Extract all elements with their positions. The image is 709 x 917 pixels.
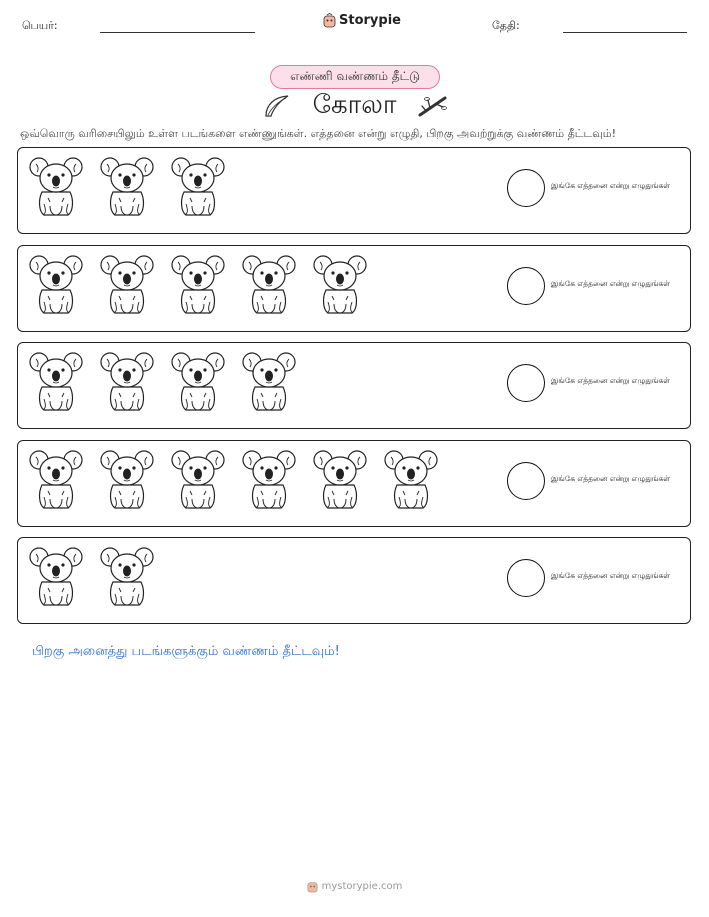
answer-circle[interactable]	[507, 462, 545, 500]
date-label: தேதி:	[492, 19, 520, 32]
koala-icon	[28, 447, 84, 511]
counting-row	[17, 440, 691, 527]
storypie-logo-icon	[323, 13, 336, 28]
koala-icon	[99, 349, 155, 413]
footer-note: பிறகு அனைத்து படங்களுக்கும் வண்ணம் தீட்டவும்!	[32, 644, 340, 659]
koala-group	[28, 447, 439, 511]
answer-circle[interactable]	[507, 267, 545, 305]
koala-icon	[28, 154, 84, 218]
answer-circle[interactable]	[507, 559, 545, 597]
koala-icon	[99, 544, 155, 608]
koala-icon	[241, 447, 297, 511]
activity-badge: எண்ணி வண்ணம் தீட்டு	[270, 65, 440, 89]
counting-row	[17, 342, 691, 429]
answer-hint: இங்கே எத்தனை என்று எழுதுங்கள்	[551, 376, 671, 385]
koala-icon	[170, 252, 226, 316]
answer-circle[interactable]	[507, 169, 545, 207]
page-title: கோலா	[312, 90, 397, 120]
site-url[interactable]: mystorypie.com	[321, 881, 403, 892]
koala-icon	[99, 154, 155, 218]
koala-group	[28, 544, 155, 608]
koala-icon	[99, 252, 155, 316]
koala-icon	[170, 447, 226, 511]
counting-row	[17, 537, 691, 624]
koala-icon	[383, 447, 439, 511]
answer-circle[interactable]	[507, 364, 545, 402]
koala-group	[28, 252, 368, 316]
name-line[interactable]	[100, 32, 255, 33]
answer-hint: இங்கே எத்தனை என்று எழுதுங்கள்	[551, 474, 671, 483]
koala-icon	[28, 252, 84, 316]
counting-row	[17, 245, 691, 332]
koala-icon	[99, 447, 155, 511]
koala-icon	[241, 252, 297, 316]
koala-icon	[312, 252, 368, 316]
branch-icon	[418, 94, 448, 118]
storypie-logo-icon	[307, 880, 318, 893]
date-line[interactable]	[563, 32, 687, 33]
site-footer	[0, 880, 709, 893]
koala-icon	[241, 349, 297, 413]
storypie-logo	[323, 13, 401, 28]
instructions: ஒவ்வொரு வரிசையிலும் உள்ள படங்களை எண்ணுங்கள். எத்தனை என்று எழுதி, பிறகு அவற்றுக்கு வண்ணம் தீட்டவும்!	[20, 127, 617, 140]
koala-group	[28, 154, 226, 218]
koala-icon	[170, 154, 226, 218]
koala-icon	[28, 544, 84, 608]
answer-hint: இங்கே எத்தனை என்று எழுதுங்கள்	[551, 181, 671, 190]
answer-hint: இங்கே எத்தனை என்று எழுதுங்கள்	[551, 279, 671, 288]
name-label: பெயர்:	[22, 19, 58, 32]
koala-group	[28, 349, 297, 413]
brand-name: Storypie	[339, 13, 401, 28]
koala-icon	[28, 349, 84, 413]
koala-icon	[312, 447, 368, 511]
answer-hint: இங்கே எத்தனை என்று எழுதுங்கள்	[551, 571, 671, 580]
koala-icon	[170, 349, 226, 413]
counting-row	[17, 147, 691, 234]
